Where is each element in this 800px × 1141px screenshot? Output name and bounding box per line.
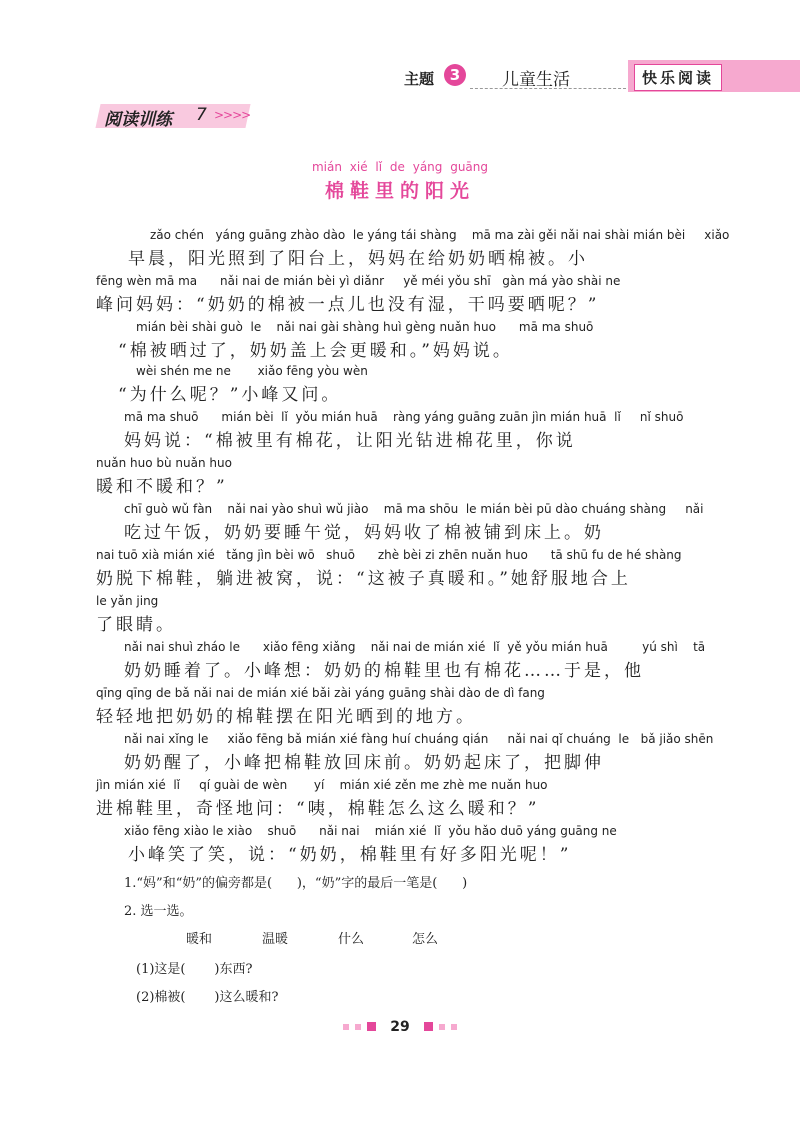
line-pinyin: chī guò wǔ fàn nǎi nai yào shuì wǔ jiào mā ma shōu le mián bèi pū dào chuáng shàng nǎi	[124, 502, 704, 516]
theme-number-badge: 3	[444, 64, 466, 86]
choice-word: 怎么	[412, 932, 439, 947]
line-hanzi: 妈妈说：“棉被里有棉花，让阳光钻进棉花里，你说	[124, 431, 576, 451]
line-pinyin: xiǎo fēng xiào le xiào shuō nǎi nai mián xié lǐ yǒu hǎo duō yáng guāng ne	[124, 824, 617, 838]
line-pinyin: nai tuō xià mián xié tǎng jìn bèi wō shuō zhè bèi zi zhēn nuǎn huo tā shū fu de hé shàng	[96, 548, 682, 562]
page-footer	[0, 1016, 800, 1035]
choice-word: 温暖	[262, 932, 289, 947]
line-pinyin: nǎi nai xǐng le xiǎo fēng bǎ mián xié fàng huí chuáng qián nǎi nai qǐ chuáng le bǎ jiǎo shēn	[124, 732, 714, 746]
line-hanzi: 了眼睛。	[96, 615, 176, 635]
line-hanzi: 吃过午饭，奶奶要睡午觉，妈妈收了棉被铺到床上。奶	[124, 523, 604, 543]
exercise-number: 7	[196, 105, 207, 125]
line-hanzi: 小峰笑了笑，说：“奶奶，棉鞋里有好多阳光呢！”	[128, 845, 572, 865]
line-hanzi: 轻轻地把奶奶的棉鞋摆在阳光晒到的地方。	[96, 707, 476, 727]
footer-dot	[355, 1024, 361, 1030]
story-title: 棉鞋里的阳光	[324, 180, 475, 202]
choice-word: 什么	[338, 932, 365, 947]
line-pinyin: qīng qīng de bǎ nǎi nai de mián xié bǎi zài yáng guāng shài dào de dì fang	[96, 686, 545, 700]
line-hanzi: 峰问妈妈：“奶奶的棉被一点儿也没有湿，干吗要晒呢？”	[96, 295, 600, 315]
line-pinyin: mā ma shuō mián bèi lǐ yǒu mián huā ràng yáng guāng zuān jìn mián huā lǐ nǐ shuō	[124, 410, 684, 424]
line-pinyin: jìn mián xié lǐ qí guài de wèn yí mián xié zěn me zhè me nuǎn huo	[96, 778, 548, 792]
line-pinyin: wèi shén me ne xiǎo fēng yòu wèn	[136, 364, 368, 378]
footer-dot	[343, 1024, 349, 1030]
line-pinyin: nǎi nai shuì zháo le xiǎo fēng xiǎng nǎi nai de mián xié lǐ yě yǒu mián huā yú shì tā	[124, 640, 706, 654]
section-tab	[628, 60, 800, 92]
exercise-arrows: >>>>	[214, 108, 251, 122]
footer-dot	[424, 1022, 433, 1031]
line-pinyin: le yǎn jing	[96, 594, 159, 608]
line-pinyin: zǎo chén yáng guāng zhào dào le yáng tái shàng mā ma zài gěi nǎi nai shài mián bèi xiǎo	[150, 228, 730, 242]
line-hanzi: 奶脱下棉鞋，躺进被窝，说：“这被子真暖和。”她舒服地合上	[96, 569, 631, 589]
footer-dot	[439, 1024, 445, 1030]
line-pinyin: nuǎn huo bù nuǎn huo	[96, 456, 232, 470]
line-hanzi: 奶奶醒了，小峰把棉鞋放回床前。奶奶起床了，把脚伸	[124, 753, 604, 773]
question-1: 1.“妈”和“奶”的偏旁都是( )，“奶”字的最后一笔是( )	[124, 876, 468, 891]
line-pinyin: fēng wèn mā ma nǎi nai de mián bèi yì diǎnr yě méi yǒu shī gàn má yào shài ne	[96, 274, 621, 288]
line-hanzi: 进棉鞋里，奇怪地问：“咦，棉鞋怎么这么暖和？”	[96, 799, 540, 819]
line-pinyin: mián bèi shài guò le nǎi nai gài shàng huì gèng nuǎn huo mā ma shuō	[136, 320, 594, 334]
sub-question-1: (1)这是( )东西?	[136, 962, 253, 977]
story-title-pinyin: mián xié lǐ de yáng guāng	[311, 160, 489, 174]
choice-word: 暖和	[186, 932, 213, 947]
footer-dot	[451, 1024, 457, 1030]
theme-label: 主题	[404, 70, 435, 88]
line-hanzi: “棉被晒过了，奶奶盖上会更暖和。”妈妈说。	[118, 341, 513, 361]
sub-question-2: (2)棉被( )这么暖和?	[136, 990, 279, 1005]
section-tab-label: 快乐阅读	[634, 64, 722, 91]
line-hanzi: “为什么呢？”小峰又问。	[118, 385, 342, 405]
question-2: 2. 选一选。	[124, 904, 193, 919]
theme-title: 儿童生活	[502, 70, 570, 90]
page-header	[404, 60, 800, 96]
exercise-label: 阅读训练	[104, 110, 172, 130]
line-hanzi: 奶奶睡着了。小峰想：奶奶的棉鞋里也有棉花……于是，他	[124, 661, 644, 681]
header-divider	[470, 88, 626, 89]
footer-dot	[367, 1022, 376, 1031]
line-hanzi: 早晨，阳光照到了阳台上，妈妈在给奶奶晒棉被。小	[128, 249, 588, 269]
line-hanzi: 暖和不暖和？”	[96, 477, 228, 497]
page-number: 29	[390, 1018, 410, 1035]
